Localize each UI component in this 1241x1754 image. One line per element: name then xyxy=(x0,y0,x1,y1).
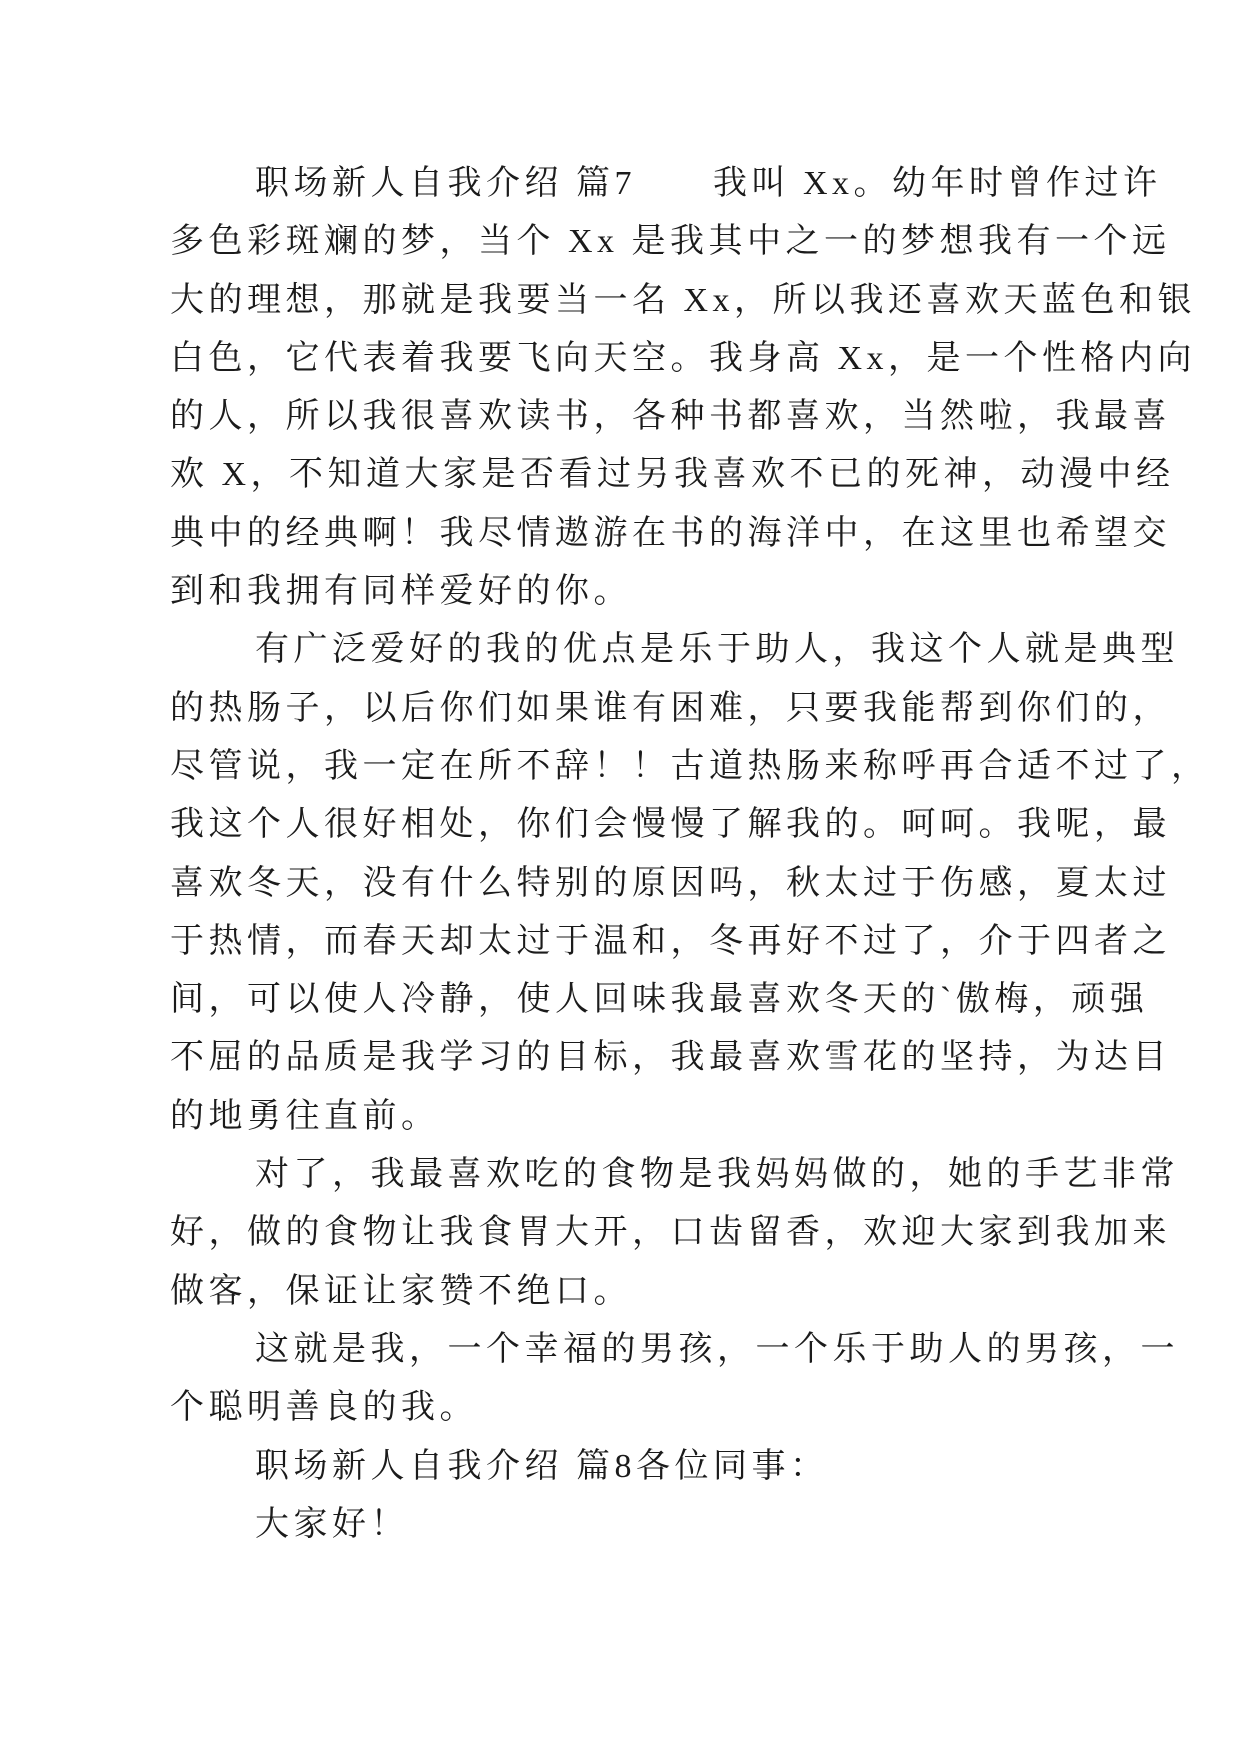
text-line: 于热情，而春天却太过于温和，冬再好不过了，介于四者之 xyxy=(170,922,1171,960)
text-line: 不屈的品质是我学习的目标，我最喜欢雪花的坚持，为达目 xyxy=(170,1039,1171,1077)
text-line: 这就是我，一个幸福的男孩，一个乐于助人的男孩，一 xyxy=(255,1330,1179,1368)
text-line: 有广泛爱好的我的优点是乐于助人，我这个人就是典型 xyxy=(255,631,1179,669)
text-line: 到和我拥有同样爱好的你。 xyxy=(170,573,632,611)
text-line: 多色彩斑斓的梦，当个 Xx 是我其中之一的梦想我有一个远 xyxy=(170,223,1171,261)
text-line: 我这个人很好相处，你们会慢慢了解我的。呵呵。我呢，最 xyxy=(170,806,1171,844)
text-line: 大的理想，那就是我要当一名 Xx，所以我还喜欢天蓝色和银 xyxy=(170,281,1197,319)
text-line: 喜欢冬天，没有什么特别的原因吗，秋太过于伤感，夏太过 xyxy=(170,864,1171,902)
text-line: 好，做的食物让我食胃大开，口齿留香，欢迎大家到我加来 xyxy=(170,1214,1171,1252)
text-line: 的地勇往直前。 xyxy=(170,1097,440,1135)
text-line: 个聪明善良的我。 xyxy=(170,1389,478,1427)
text-line: 职场新人自我介绍 篇7 我叫 Xx。幼年时曾作过许 xyxy=(255,165,1162,202)
text-line: 大家好！ xyxy=(255,1505,409,1543)
text-line: 职场新人自我介绍 篇8各位同事： xyxy=(255,1447,829,1485)
text-line: 间，可以使人冷静，使人回味我最喜欢冬天的`傲梅，顽强 xyxy=(170,981,1149,1019)
text-line: 欢 X，不知道大家是否看过另我喜欢不已的死神，动漫中经 xyxy=(170,456,1175,494)
text-line: 对了，我最喜欢吃的食物是我妈妈做的，她的手艺非常 xyxy=(255,1156,1179,1194)
text-line: 典中的经典啊！我尽情遨游在书的海洋中，在这里也希望交 xyxy=(170,514,1171,552)
text-line: 做客，保证让家赞不绝口。 xyxy=(170,1272,632,1310)
text-line: 的热肠子，以后你们如果谁有困难，只要我能帮到你们的， xyxy=(170,689,1171,727)
text-line: 白色，它代表着我要飞向天空。我身高 Xx，是一个性格内向 xyxy=(170,339,1197,377)
text-line: 尽管说，我一定在所不辞！！古道热肠来称呼再合适不过了， xyxy=(170,747,1210,785)
text-line: 的人，所以我很喜欢读书，各种书都喜欢，当然啦，我最喜 xyxy=(170,398,1171,436)
document-text xyxy=(170,155,1210,1554)
